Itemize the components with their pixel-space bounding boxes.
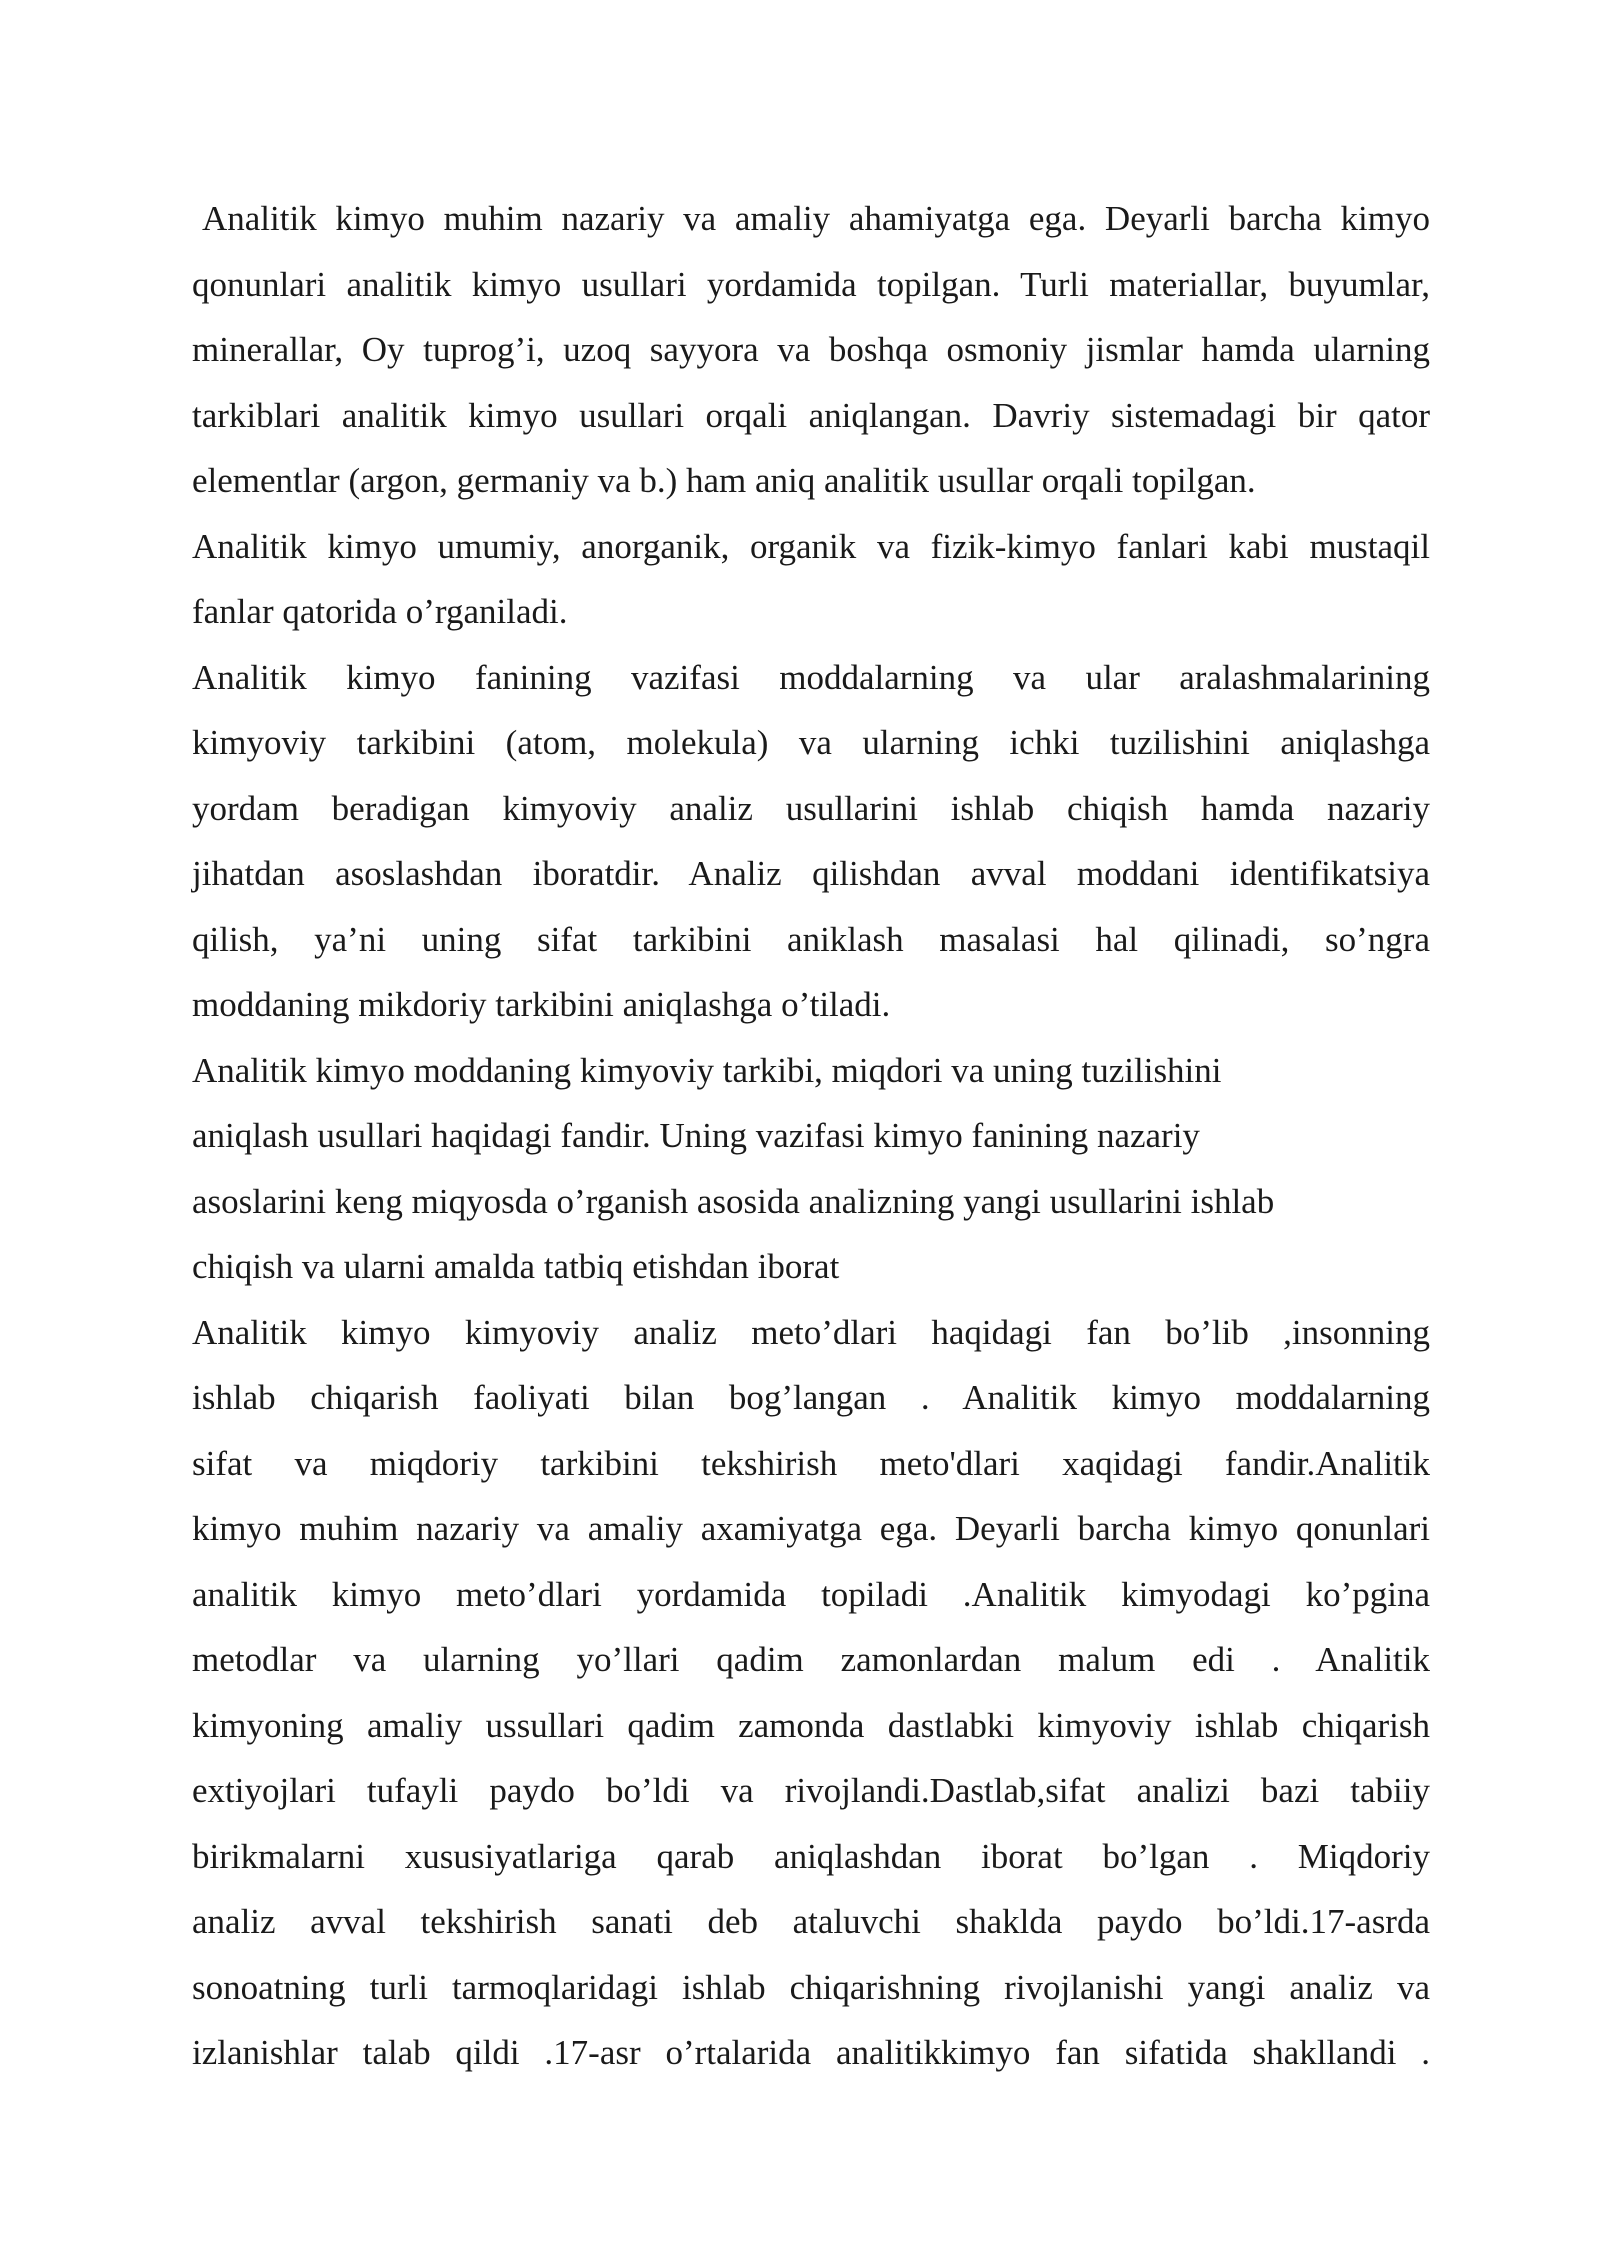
text-line: elementlar (argon, germaniy va b.) ham aniq analitik usullar orqali topilgan.: [192, 461, 1256, 500]
text-line: minerallar, Oy tuprog’i, uzoq sayyora va boshqa osmoniy jismlar hamda ularning: [192, 330, 1430, 369]
text-line: extiyojlari tufayli paydo bo’ldi va rivojlandi.Dastlab,sifat analizi bazi tabiiy: [192, 1771, 1430, 1810]
text-line: qilish, ya’ni uning sifat tarkibini aniklash masalasi hal qilinadi, so’ngra: [192, 919, 1430, 959]
text-line: sifat va miqdoriy tarkibini tekshirish meto'dlari xaqidagi fandir.Analitik: [192, 1443, 1430, 1483]
text-line: tarkiblari analitik kimyo usullari orqali aniqlangan. Davriy sistemadagi bir qator: [192, 395, 1430, 435]
text-line: sonoatning turli tarmoqlaridagi ishlab chiqarishning rivojlanishi yangi analiz va: [192, 1967, 1430, 2007]
text-line: jihatdan asoslashdan iboratdir. Analiz qilishdan avval moddani identifikatsiya: [192, 854, 1430, 893]
text-line: metodlar va ularning yo’llari qadim zamonlardan malum edi . Analitik: [192, 1640, 1430, 1679]
document-body: [192, 186, 1430, 2086]
text-line: yordam beradigan kimyoviy analiz usullarini ishlab chiqish hamda nazariy: [192, 788, 1430, 828]
text-line: birikmalarni xususiyatlariga qarab aniqlashdan iborat bo’lgan . Miqdoriy: [192, 1836, 1430, 1876]
text-line: Analitik kimyo muhim nazariy va amaliy ahamiyatga ega. Deyarli barcha kimyo: [202, 199, 1430, 238]
text-line: kimyoviy tarkibini (atom, molekula) va ularning ichki tuzilishini aniqlashga: [192, 723, 1430, 762]
text-line: analiz avval tekshirish sanati deb ataluvchi shaklda paydo bo’ldi.17-asrda: [192, 1902, 1430, 1941]
text-line: Analitik kimyo umumiy, anorganik, organik va fizik-kimyo fanlari kabi mustaqil: [192, 526, 1430, 566]
text-line: kimyo muhim nazariy va amaliy axamiyatga ega. Deyarli barcha kimyo qonunlari: [192, 1509, 1430, 1548]
text-line: izlanishlar talab qildi .17-asr o’rtalarida analitikkimyo fan sifatida shakllandi .: [192, 2033, 1430, 2072]
text-line: qonunlari analitik kimyo usullari yordamida topilgan. Turli materiallar, buyumlar,: [192, 264, 1430, 304]
text-line: asoslarini keng miqyosda o’rganish asosida analizning yangi usullarini ishlab: [192, 1181, 1275, 1221]
text-line: Analitik kimyo kimyoviy analiz meto’dlari haqidagi fan bo’lib ,insonning: [192, 1312, 1430, 1352]
text-line: Analitik kimyo fanining vazifasi moddalarning va ular aralashmalarining: [192, 657, 1430, 697]
text-line: kimyoning amaliy ussullari qadim zamonda dastlabki kimyoviy ishlab chiqarish: [192, 1705, 1430, 1745]
text-line: aniqlash usullari haqidagi fandir. Uning vazifasi kimyo fanining nazariy: [192, 1116, 1200, 1155]
text-line: Analitik kimyo moddaning kimyoviy tarkibi, miqdori va uning tuzilishini: [192, 1050, 1222, 1090]
text-line: chiqish va ularni amalda tatbiq etishdan iborat: [192, 1247, 840, 1286]
text-line: analitik kimyo meto’dlari yordamida topiladi .Analitik kimyodagi ko’pgina: [192, 1574, 1430, 1614]
text-line: ishlab chiqarish faoliyati bilan bog’langan . Analitik kimyo moddalarning: [192, 1378, 1430, 1417]
text-line: fanlar qatorida o’rganiladi.: [192, 592, 568, 631]
text-line: moddaning mikdoriy tarkibini aniqlashga o’tiladi.: [192, 985, 891, 1024]
